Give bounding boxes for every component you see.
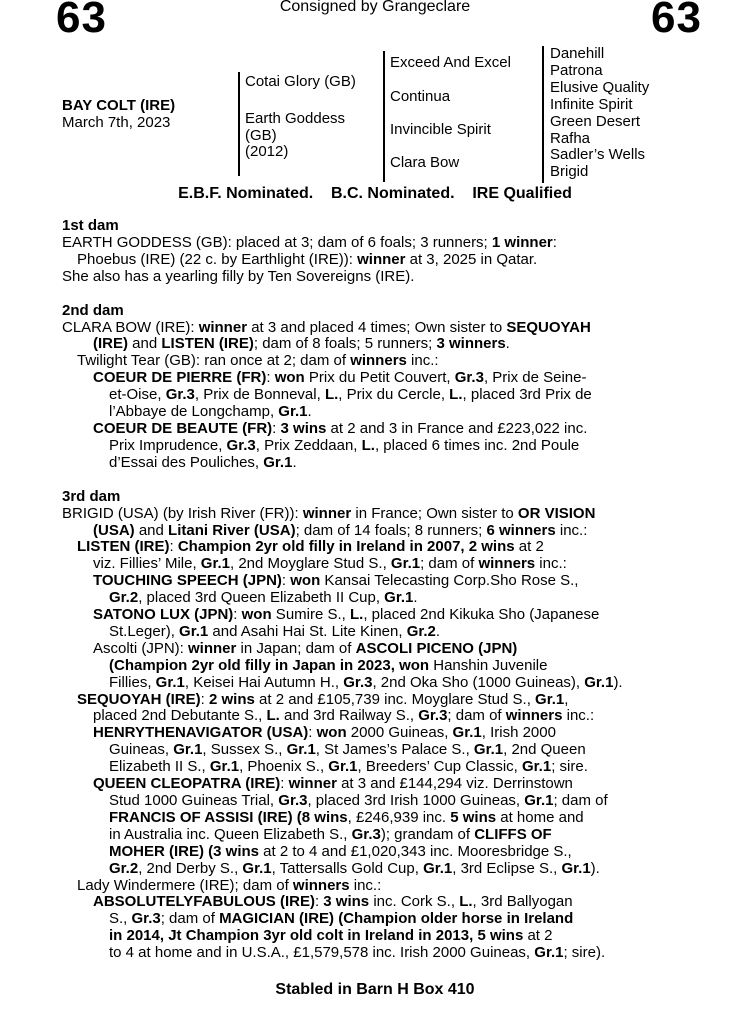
bold-text: (Champion 2yr old filly in Japan in 2023, won: [109, 656, 430, 674]
pedigree-text-line: [62, 911, 738, 928]
bold-text: L.: [350, 606, 364, 624]
pedigree-text-line: [62, 252, 738, 269]
dam-section-heading: 1st dam: [62, 217, 119, 234]
plain-text: ).: [613, 673, 623, 691]
plain-text: ; dam of: [447, 707, 506, 725]
plain-text: S.,: [109, 910, 132, 928]
bold-text: (IRE): [93, 335, 128, 353]
bold-text: 2 wins: [208, 690, 255, 708]
plain-text: ; sire).: [563, 944, 606, 962]
plain-text: inc.:: [535, 555, 567, 573]
plain-text: ).: [590, 859, 600, 877]
plain-text: ; dam of: [160, 910, 220, 928]
bold-text: L.: [449, 386, 463, 404]
plain-text: .: [292, 453, 297, 471]
bold-text: Gr.3: [418, 707, 448, 725]
plain-text: , Tattersalls Gold Cup,: [271, 859, 424, 877]
bold-text: winners: [505, 707, 563, 725]
plain-text: at home and: [496, 808, 584, 826]
pedigree-text-line: [62, 827, 738, 844]
plain-text: BRIGID (USA) (by Irish River (FR)):: [62, 504, 303, 522]
bold-text: L.: [266, 707, 280, 725]
bold-text: Gr.1: [278, 403, 308, 421]
bold-text: Gr.1: [173, 741, 203, 759]
bold-text: Gr.1: [209, 758, 240, 776]
plain-text: :: [272, 419, 281, 437]
plain-text: :: [281, 572, 291, 590]
pedigree-text-line: [62, 404, 738, 421]
plain-text: , placed 6 times inc. 2nd Poule: [374, 436, 580, 454]
plain-text: viz. Fillies’ Mile,: [93, 555, 201, 573]
pedigree-text-line: [62, 945, 738, 962]
bold-text: 1 winner: [491, 233, 553, 251]
bold-text: 5 wins: [450, 808, 497, 826]
bold-text: MAGICIAN (IRE) (Champion older horse in Ireland: [219, 910, 574, 928]
bold-text: L.: [324, 386, 339, 404]
pedigree-divider-1: [238, 72, 240, 176]
dam-section: [62, 489, 738, 962]
subject-block: [62, 98, 175, 131]
plain-text: in France; Own sister to: [351, 504, 518, 522]
plain-text: Ascolti (JPN):: [93, 639, 189, 657]
plain-text: Stud 1000 Guineas Trial,: [109, 792, 279, 809]
bold-text: winner: [288, 775, 337, 793]
pedigree-divider-2: [383, 51, 385, 182]
foal-date: March 7th, 2023: [62, 113, 171, 131]
bold-text: Gr.1: [473, 741, 504, 759]
bold-text: winners: [478, 555, 536, 573]
bold-text: Gr.3: [343, 673, 373, 691]
plain-text: , Irish 2000: [481, 724, 556, 742]
plain-text: .: [307, 403, 312, 421]
subject-name: BAY COLT (IRE): [62, 97, 176, 114]
bold-text: Gr.1: [155, 673, 185, 691]
plain-text: Twilight Tear (GB): ran once at 2; dam of: [77, 352, 351, 370]
pedigree-text-line: [62, 539, 738, 556]
bold-text: ASCOLI PICENO (JPN): [355, 639, 518, 657]
gen3-ancestor: Sadler’s Wells: [550, 146, 646, 164]
plain-text: at 2 to 4 and £1,020,343 inc. Mooresbridge S.,: [259, 842, 572, 860]
plain-text: CLARA BOW (IRE):: [62, 318, 199, 336]
pedigree-text-line: [62, 320, 738, 337]
pedigree-text-line: [62, 725, 738, 742]
plain-text: , 2nd Moyglare Stud S.,: [229, 555, 391, 573]
bold-text: winner: [357, 250, 406, 268]
bold-text: SEQUOYAH: [506, 318, 591, 336]
bold-text: TOUCHING SPEECH (JPN): [93, 572, 282, 590]
plain-text: , £246,939 inc.: [347, 808, 451, 826]
pedigree-text-line: [62, 370, 738, 387]
bold-text: Gr.3: [278, 792, 308, 809]
plain-text: , Sussex S.,: [202, 741, 287, 759]
gen3-ancestor: Danehill: [550, 45, 605, 62]
plain-text: Prix Imprudence,: [109, 436, 227, 454]
plain-text: and: [128, 335, 162, 353]
pedigree-text-line: [62, 455, 738, 472]
plain-text: , 3rd Eclipse S.,: [452, 859, 562, 877]
plain-text: , Breeders’ Cup Classic,: [357, 758, 522, 776]
bold-text: Gr.2: [109, 859, 139, 877]
bold-text: in 2014, Jt Champion 3yr old colt in Ireland in 2013, 5 wins: [109, 927, 524, 945]
plain-text: .: [505, 335, 510, 353]
bold-text: COEUR DE PIERRE (FR): [93, 369, 267, 387]
bold-text: Gr.3: [131, 910, 161, 928]
pedigree-text-line: [62, 269, 738, 286]
bold-text: Gr.2: [109, 589, 139, 607]
plain-text: Prix du Petit Couvert,: [304, 369, 455, 387]
gen3-column: [550, 46, 649, 181]
bold-text: Gr.1: [384, 589, 414, 607]
dam-section-heading: 2nd dam: [62, 301, 124, 319]
plain-text: et-Oise,: [109, 386, 166, 404]
plain-text: inc. Cork S.,: [369, 893, 460, 911]
pedigree-text-line: [62, 708, 738, 725]
bold-text: winner: [188, 639, 237, 657]
pedigree-text-line: [62, 624, 738, 641]
plain-text: placed 2nd Debutante S.,: [93, 707, 267, 725]
plain-text: Phoebus (IRE) (22 c. by Earthlight (IRE)):: [77, 250, 358, 268]
dam-section: [62, 218, 738, 286]
plain-text: .: [435, 622, 441, 640]
plain-text: l’Abbaye de Longchamp,: [109, 403, 279, 421]
plain-text: d’Essai des Pouliches,: [109, 453, 264, 471]
lot-number-right: 63: [651, 0, 702, 42]
plain-text: in Japan; dam of: [236, 639, 356, 657]
plain-text: :: [266, 369, 275, 387]
plain-text: , 3rd Ballyogan: [472, 893, 573, 911]
bold-text: winners: [292, 876, 350, 894]
pedigree-text-line: [62, 793, 738, 810]
plain-text: inc.:: [406, 352, 439, 370]
bold-text: winner: [198, 318, 248, 336]
bold-text: COEUR DE BEAUTE (FR): [93, 419, 273, 437]
bold-text: Gr.1: [535, 690, 565, 708]
plain-text: Elizabeth II S.,: [109, 758, 210, 776]
plain-text: :: [552, 233, 557, 251]
bold-text: winners: [350, 352, 407, 370]
pedigree-text-line: [62, 759, 738, 776]
plain-text: , 2nd Oka Sho (1000 Guineas),: [372, 673, 585, 691]
plain-text: at 3 and £144,294 viz. Derrinstown: [336, 775, 573, 793]
plain-text: , Prix du Cercle,: [338, 386, 450, 404]
bold-text: SATONO LUX (JPN): [93, 606, 234, 624]
bold-text: Gr.3: [454, 369, 484, 387]
dam-name: [245, 111, 345, 161]
bold-text: HENRYTHENAVIGATOR (USA): [93, 724, 309, 742]
plain-text: 2000 Guineas,: [346, 724, 453, 742]
plain-text: ; dam of: [553, 792, 608, 809]
sire-dam: Continua: [390, 88, 451, 105]
plain-text: , Keisei Hai Autumn H.,: [184, 673, 344, 691]
bold-text: Gr.1: [242, 859, 272, 877]
plain-text: at 2: [523, 927, 553, 945]
bold-text: Gr.1: [584, 673, 614, 691]
pedigree-text-line: [62, 810, 738, 827]
bold-text: LISTEN (IRE): [161, 335, 254, 353]
plain-text: at 2: [514, 538, 544, 556]
bold-text: CLIFFS OF: [474, 825, 552, 843]
plain-text: , Prix de Bonneval,: [194, 386, 325, 404]
pedigree-text-line: [62, 928, 738, 945]
bold-text: Gr.1: [522, 758, 552, 776]
plain-text: , placed 3rd Queen Elizabeth II Cup,: [138, 589, 385, 607]
nominations-line: E.B.F. Nominated. B.C. Nominated. IRE Qualified: [178, 185, 572, 202]
pedigree-text-line: [62, 235, 738, 252]
plain-text: at 2 and £105,739 inc. Moyglare Stud S.,: [254, 690, 536, 708]
pedigree-text-line: [62, 556, 738, 573]
pedigree-text-line: [62, 742, 738, 759]
gen3-ancestor: Green Desert: [550, 112, 641, 130]
plain-text: , placed 2nd Kikuka Sho (Japanese: [363, 606, 600, 624]
bold-text: Gr.1: [534, 944, 564, 962]
pedigree-text-line: [62, 878, 738, 895]
pedigree-text-line: [62, 523, 738, 540]
bold-text: LISTEN (IRE): [77, 538, 170, 556]
bold-text: 6 winners: [486, 521, 556, 539]
bold-text: 3 wins: [280, 419, 327, 437]
gen3-ancestor: Elusive Quality: [550, 78, 650, 96]
plain-text: at 3, 2025 in Qatar.: [405, 250, 538, 268]
sire-name: Cotai Glory (GB): [245, 73, 356, 90]
pedigree-text-line: [62, 844, 738, 861]
plain-text: Kansai Telecasting Corp.Sho Rose S.,: [320, 572, 579, 590]
plain-text: at 2 and 3 in France and £223,022 inc.: [326, 419, 588, 437]
pedigree-text-line: [62, 438, 738, 455]
pedigree-divider-3: [542, 46, 544, 183]
plain-text: inc.:: [555, 521, 588, 539]
plain-text: ; dam of 8 foals; 5 runners;: [253, 335, 437, 353]
stabling-line: Stabled in Barn H Box 410: [275, 981, 475, 998]
bold-text: Champion 2yr old filly in Ireland in 2007, 2 wins: [177, 538, 515, 556]
plain-text: , placed 3rd Prix de: [462, 386, 592, 404]
gen3-ancestor: Brigid: [550, 163, 589, 181]
consignor-line: Consigned by Grangeclare: [279, 0, 471, 15]
plain-text: Guineas,: [109, 741, 174, 759]
bold-text: Gr.2: [406, 622, 436, 640]
pedigree-text-line: [62, 675, 738, 692]
plain-text: ); grandam of: [380, 825, 475, 843]
bold-text: 3 winners: [436, 335, 506, 353]
bold-text: 3 wins: [323, 893, 370, 911]
plain-text: ; dam of: [420, 555, 479, 573]
bold-text: won: [316, 724, 347, 742]
bold-text: Gr.1: [286, 741, 316, 759]
bold-text: Gr.3: [351, 825, 381, 843]
bold-text: MOHER (IRE) (3 wins: [109, 842, 260, 860]
pedigree-table: [0, 0, 750, 185]
plain-text: ,: [564, 690, 569, 708]
dam-sections: [62, 218, 738, 962]
gen3-ancestor: Rafha: [550, 129, 591, 147]
bold-text: Gr.3: [226, 436, 256, 454]
plain-text: Lady Windermere (IRE); dam of: [77, 876, 293, 894]
bold-text: ABSOLUTELYFABULOUS (IRE): [93, 893, 315, 911]
plain-text: :: [200, 690, 209, 708]
plain-text: , Prix de Seine-: [483, 369, 587, 387]
bold-text: Litani River (USA): [168, 521, 296, 539]
pedigree-text-line: [62, 387, 738, 404]
bold-text: Gr.1: [179, 622, 209, 640]
bold-text: winner: [302, 504, 352, 522]
plain-text: ; dam of 14 foals; 8 runners;: [295, 521, 487, 539]
dam-section: [62, 303, 738, 472]
bold-text: Gr.1: [200, 555, 230, 573]
pedigree-text-line: [62, 336, 738, 353]
dam-dam: Clara Bow: [390, 154, 460, 171]
bold-text: L.: [459, 893, 473, 911]
plain-text: :: [314, 893, 324, 911]
bold-text: (USA): [93, 521, 135, 539]
pedigree-text-line: [62, 590, 738, 607]
pedigree-text-line: [62, 776, 738, 793]
bold-text: won: [241, 606, 272, 624]
plain-text: to 4 at home and in U.S.A., £1,579,578 inc. Irish 2000 Guineas,: [109, 944, 535, 962]
pedigree-text-line: [62, 894, 738, 911]
plain-text: , 2nd Queen: [503, 741, 586, 759]
dam-name-line: (GB): [245, 126, 277, 144]
plain-text: and 3rd Railway S.,: [279, 707, 419, 725]
bold-text: won: [290, 572, 321, 590]
pedigree-text-line: [62, 658, 738, 675]
bold-text: Gr.3: [165, 386, 195, 404]
plain-text: Hanshin Juvenile: [429, 656, 548, 674]
dam-section-heading: 3rd dam: [62, 487, 121, 505]
pedigree-text-line: [62, 573, 738, 590]
bold-text: OR VISION: [517, 504, 596, 522]
plain-text: , Prix Zeddaan,: [255, 436, 362, 454]
plain-text: :: [308, 724, 317, 742]
plain-text: ; sire.: [551, 758, 588, 776]
plain-text: , 2nd Derby S.,: [138, 859, 243, 877]
plain-text: She also has a yearling filly by Ten Sovereigns (IRE).: [62, 267, 415, 285]
pedigree-text-line: [62, 353, 738, 370]
bold-text: won: [274, 369, 305, 387]
plain-text: Sumire S.,: [271, 606, 350, 624]
lot-number-left: 63: [56, 0, 107, 42]
pedigree-text-line: [62, 506, 738, 523]
plain-text: inc.:: [562, 707, 595, 725]
pedigree-text-line: [62, 692, 738, 709]
plain-text: St.Leger),: [109, 622, 180, 640]
plain-text: :: [233, 606, 242, 624]
gen3-ancestor: Patrona: [550, 61, 603, 79]
bold-text: QUEEN CLEOPATRA (IRE): [93, 775, 281, 793]
bold-text: Gr.1: [524, 792, 554, 809]
bold-text: Gr.1: [423, 859, 453, 877]
dam-sire: Invincible Spirit: [390, 121, 491, 138]
sire-sire: Exceed And Excel: [390, 54, 511, 71]
plain-text: :: [169, 538, 178, 556]
plain-text: Fillies,: [109, 673, 156, 691]
plain-text: , St James’s Palace S.,: [315, 741, 474, 759]
bold-text: SEQUOYAH (IRE): [77, 690, 201, 708]
bold-text: Gr.1: [452, 724, 482, 742]
bold-text: FRANCIS OF ASSISI (IRE) (8 wins: [109, 808, 348, 826]
dam-name-line: (2012): [245, 143, 289, 160]
plain-text: inc.:: [349, 876, 382, 894]
bold-text: Gr.1: [390, 555, 421, 573]
pedigree-text-line: [62, 421, 738, 438]
gen3-ancestor: Infinite Spirit: [550, 95, 633, 113]
dam-name-line: Earth Goddess: [245, 110, 346, 127]
bold-text: L.: [361, 436, 375, 454]
bold-text: Gr.1: [263, 453, 293, 471]
plain-text: :: [280, 775, 289, 793]
plain-text: , Phoenix S.,: [239, 758, 329, 776]
plain-text: in Australia inc. Queen Elizabeth S.,: [109, 825, 352, 843]
plain-text: at 3 and placed 4 times; Own sister to: [247, 318, 507, 336]
plain-text: .: [413, 589, 418, 607]
pedigree-text-line: [62, 861, 738, 878]
bold-text: Gr.1: [328, 758, 358, 776]
plain-text: and: [134, 521, 169, 539]
plain-text: and Asahi Hai St. Lite Kinen,: [208, 622, 407, 640]
bold-text: Gr.1: [561, 859, 591, 877]
pedigree-text-line: [62, 607, 738, 624]
plain-text: , placed 3rd Irish 1000 Guineas,: [307, 792, 525, 809]
pedigree-text-line: [62, 641, 738, 658]
plain-text: EARTH GODDESS (GB): placed at 3; dam of 6 foals; 3 runners;: [62, 233, 492, 251]
